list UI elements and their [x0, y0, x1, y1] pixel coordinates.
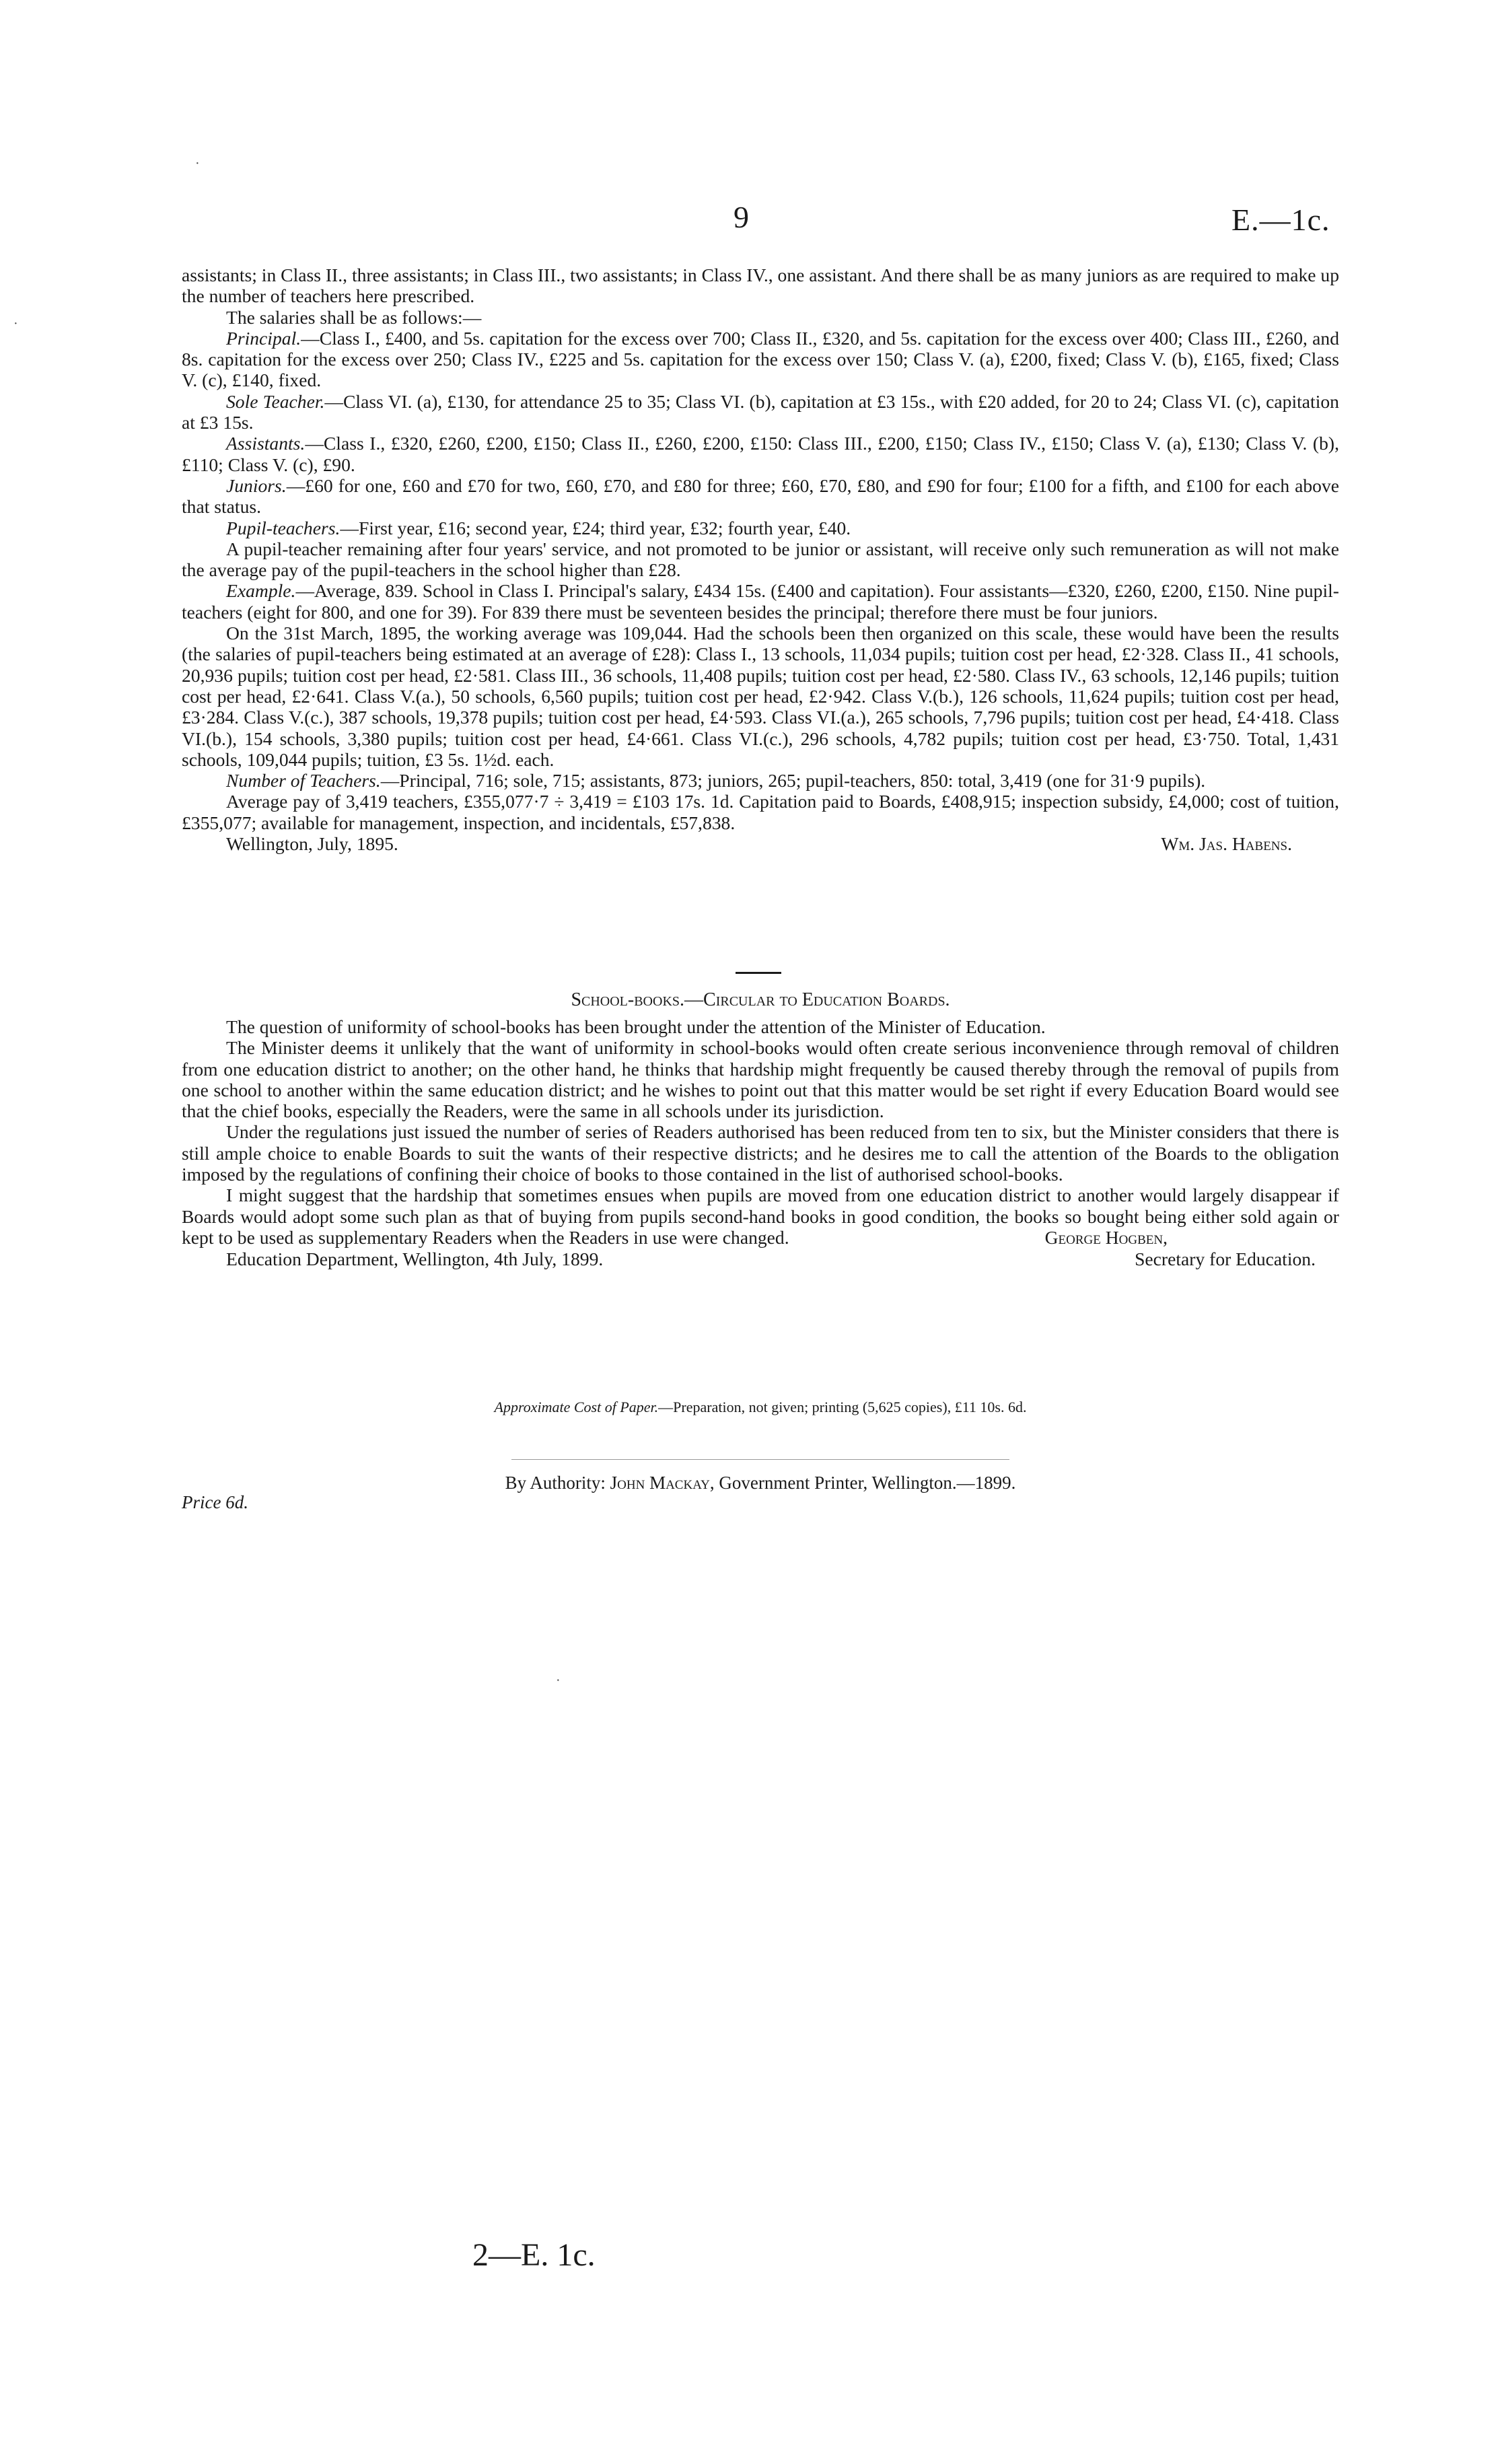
approx-cost-text: —Preparation, not given; printing (5,625 copies), £11 10s. 6d. [658, 1399, 1027, 1415]
assistants-paragraph [182, 433, 1339, 475]
habens-signature-line [182, 833, 1339, 854]
circular-signatory: George Hogben, [1044, 1227, 1168, 1248]
stray-mark: · [556, 1673, 561, 1688]
number-of-teachers-label: Number of Teachers. [226, 770, 381, 791]
section-divider [736, 972, 781, 974]
document-code: E.—1c. [1231, 203, 1330, 237]
number-of-teachers-text: —Principal, 716; sole, 715; assistants, 873; juniors, 265; pupil-teachers, 850: total, 3,419 (one for 31·9 pupils). [380, 770, 1206, 791]
sole-teacher-paragraph [182, 391, 1339, 433]
average-pay-paragraph: Average pay of 3,419 teachers, £355,077·7 ÷ 3,419 = £103 17s. 1d. Capitation paid to Boards, £408,915; inspection subsidy, £4,000; cost of tuition, £355,077; available for management, inspection, and incidentals, £57,838. [182, 791, 1339, 833]
signature-mark: 2—E. 1c. [472, 2237, 596, 2273]
principal-label: Principal. [226, 327, 301, 349]
salaries-intro: The salaries shall be as follows:— [226, 306, 482, 328]
juniors-label: Juniors. [226, 474, 287, 496]
principal-paragraph [182, 328, 1339, 391]
approx-cost-label: Approximate Cost of Paper. [494, 1399, 659, 1415]
example-text: —Average, 839. School in Class I. Principal's salary, £434 15s. (£400 and capitation). Four assistants—£320, £260, £200, £150. Nine pupil-teachers (eight for 800, and one for 39). For 839 there must be seventeen besides the principal; therefore there must be four juniors. [182, 580, 1339, 623]
juniors-paragraph [182, 475, 1339, 518]
hogben-signature-line [182, 1248, 1339, 1269]
assistants-text: —Class I., £320, £260, £200, £150; Class II., £260, £200, £150: Class III., £200, £150; Class IV., £150; Class V. (a), £130; Class V. (b), £110; Class V. (c), £90. [182, 433, 1339, 475]
authority-suffix: Government Printer, Wellington.—1899. [719, 1473, 1016, 1493]
pupil-teachers-label: Pupil-teachers. [226, 517, 341, 538]
place-date: Wellington, July, 1895. [226, 833, 398, 855]
page-number: 9 [734, 200, 749, 234]
scale-section [182, 265, 1339, 854]
circular-paragraph-3: Under the regulations just issued the number of series of Readers authorised has been reduced from ten to six, but the Minister considers that there is still ample choice to enable Boards to suit the wants of their respective districts; and he desires me to call the attention of the Boards to the obligation imposed by the regulations of confining their choice of books to those contained in the list of authorised school-books. [182, 1121, 1339, 1185]
example-label: Example. [226, 580, 296, 602]
intro-paragraph: assistants; in Class II., three assistants; in Class III., two assistants; in Class IV., one assistant. And there shall be as many juniors as are required to make up the number of teachers here prescribed. [182, 265, 1340, 307]
stray-mark: · [13, 316, 18, 331]
sole-teacher-label: Sole Teacher. [226, 390, 325, 412]
number-of-teachers-paragraph [182, 770, 1339, 791]
circular-paragraph-2: The Minister deems it unlikely that the want of uniformity in school-books would often create serious inconvenience through removal of children from one education district to another; on the other hand, he thinks that hardship might frequently be caused thereby through the removal of pupils from one school to another within the same education district; and he wishes to point out that this matter would be set right if every Education Board would see that the chief books, especially the Readers, were the same in all schools under its jurisdiction. [182, 1037, 1339, 1122]
sole-teacher-text: —Class VI. (a), £130, for attendance 25 to 35; Class VI. (b), capitation at £3 15s., with £20 added, for 20 to 24; Class VI. (c), capitation at £3 15s. [182, 390, 1339, 433]
circular-paragraph-1: The question of uniformity of school-books has been brought under the attention of the Minister of Education. [226, 1016, 1046, 1037]
results-paragraph: On the 31st March, 1895, the working average was 109,044. Had the schools been then organized on this scale, these would have been the results (the salaries of pupil-teachers being estimated at an average of £28): Class I., 13 schools, 11,034 pupils; tuition cost per head, £2·328. Class II., 41 schools, 20,936 pupils; tuition cost per head, £2·581. Class III., 36 schools, 11,408 pupils; tuition cost per head, £2·580. Class IV., 63 schools, 12,146 pupils; tuition cost per head, £2·641. Class V.(a.), 50 schools, 6,560 pupils; tuition cost per head, £2·942. Class V.(b.), 126 schools, 11,624 pupils; tuition cost per head, £3·284. Class V.(c.), 387 schools, 19,378 pupils; tuition cost per head, £4·593. Class VI.(a.), 265 schools, 7,796 pupils; tuition cost per head, £4·418. Class VI.(b.), 154 schools, 3,380 pupils; tuition cost per head, £4·661. Class VI.(c.), 296 schools, 4,782 pupils; tuition cost per head, £3·750. Total, 1,431 schools, 109,044 pupils; tuition, £3 5s. 1½d. each. [182, 623, 1339, 770]
circular-department: Education Department, Wellington, 4th July, 1899. [226, 1248, 604, 1269]
circular-title: Secretary for Education. [1135, 1248, 1316, 1269]
pupil-teachers-paragraph [182, 518, 1339, 538]
footer-divider [511, 1459, 1009, 1460]
juniors-text: —£60 for one, £60 and £70 for two, £60, £70, and £80 for three; £60, £70, £80, and £90 for four; £100 for a fifth, and £100 for each above that status. [182, 474, 1339, 518]
price: Price 6d. [182, 1492, 248, 1512]
assistants-label: Assistants. [226, 433, 306, 454]
example-paragraph [182, 580, 1339, 623]
circular-section [182, 1016, 1339, 1269]
approximate-cost [182, 1399, 1339, 1416]
authority-prefix: By Authority: [505, 1473, 606, 1493]
signatory-name: Wm. Jas. Habens. [1161, 833, 1292, 855]
authority-line [182, 1473, 1339, 1493]
circular-heading: School-books.—Circular to Education Boards. [571, 989, 950, 1010]
principal-text: —Class I., £400, and 5s. capitation for the excess over 700; Class II., £320, and 5s. capitation for the excess over 400; Class III., £260, and 8s. capitation for the excess over 250; Class IV., £225 and 5s. capitation for the excess over 150; Class V. (a), £200, fixed; Class V. (b), £165, fixed; Class V. (c), £140, fixed. [182, 327, 1339, 391]
pupil-teacher-note: A pupil-teacher remaining after four years' service, and not promoted to be junior or assistant, will receive only such remuneration as will not make the average pay of the pupil-teachers in the school higher than £28. [182, 538, 1339, 581]
stray-mark: · [195, 156, 200, 171]
printer-name: John Mackay, [610, 1473, 715, 1493]
circular-paragraph-4: I might suggest that the hardship that sometimes ensues when pupils are moved from one education district to another would largely disappear if Boards would adopt some such plan as that of buying from pupils second-hand books in good condition, the books so bought being either sold again or kept to be used as supplementary Readers when the Readers in use were changed. [182, 1185, 1339, 1248]
pupil-teachers-text: —First year, £16; second year, £24; third year, £32; fourth year, £40. [340, 517, 851, 538]
